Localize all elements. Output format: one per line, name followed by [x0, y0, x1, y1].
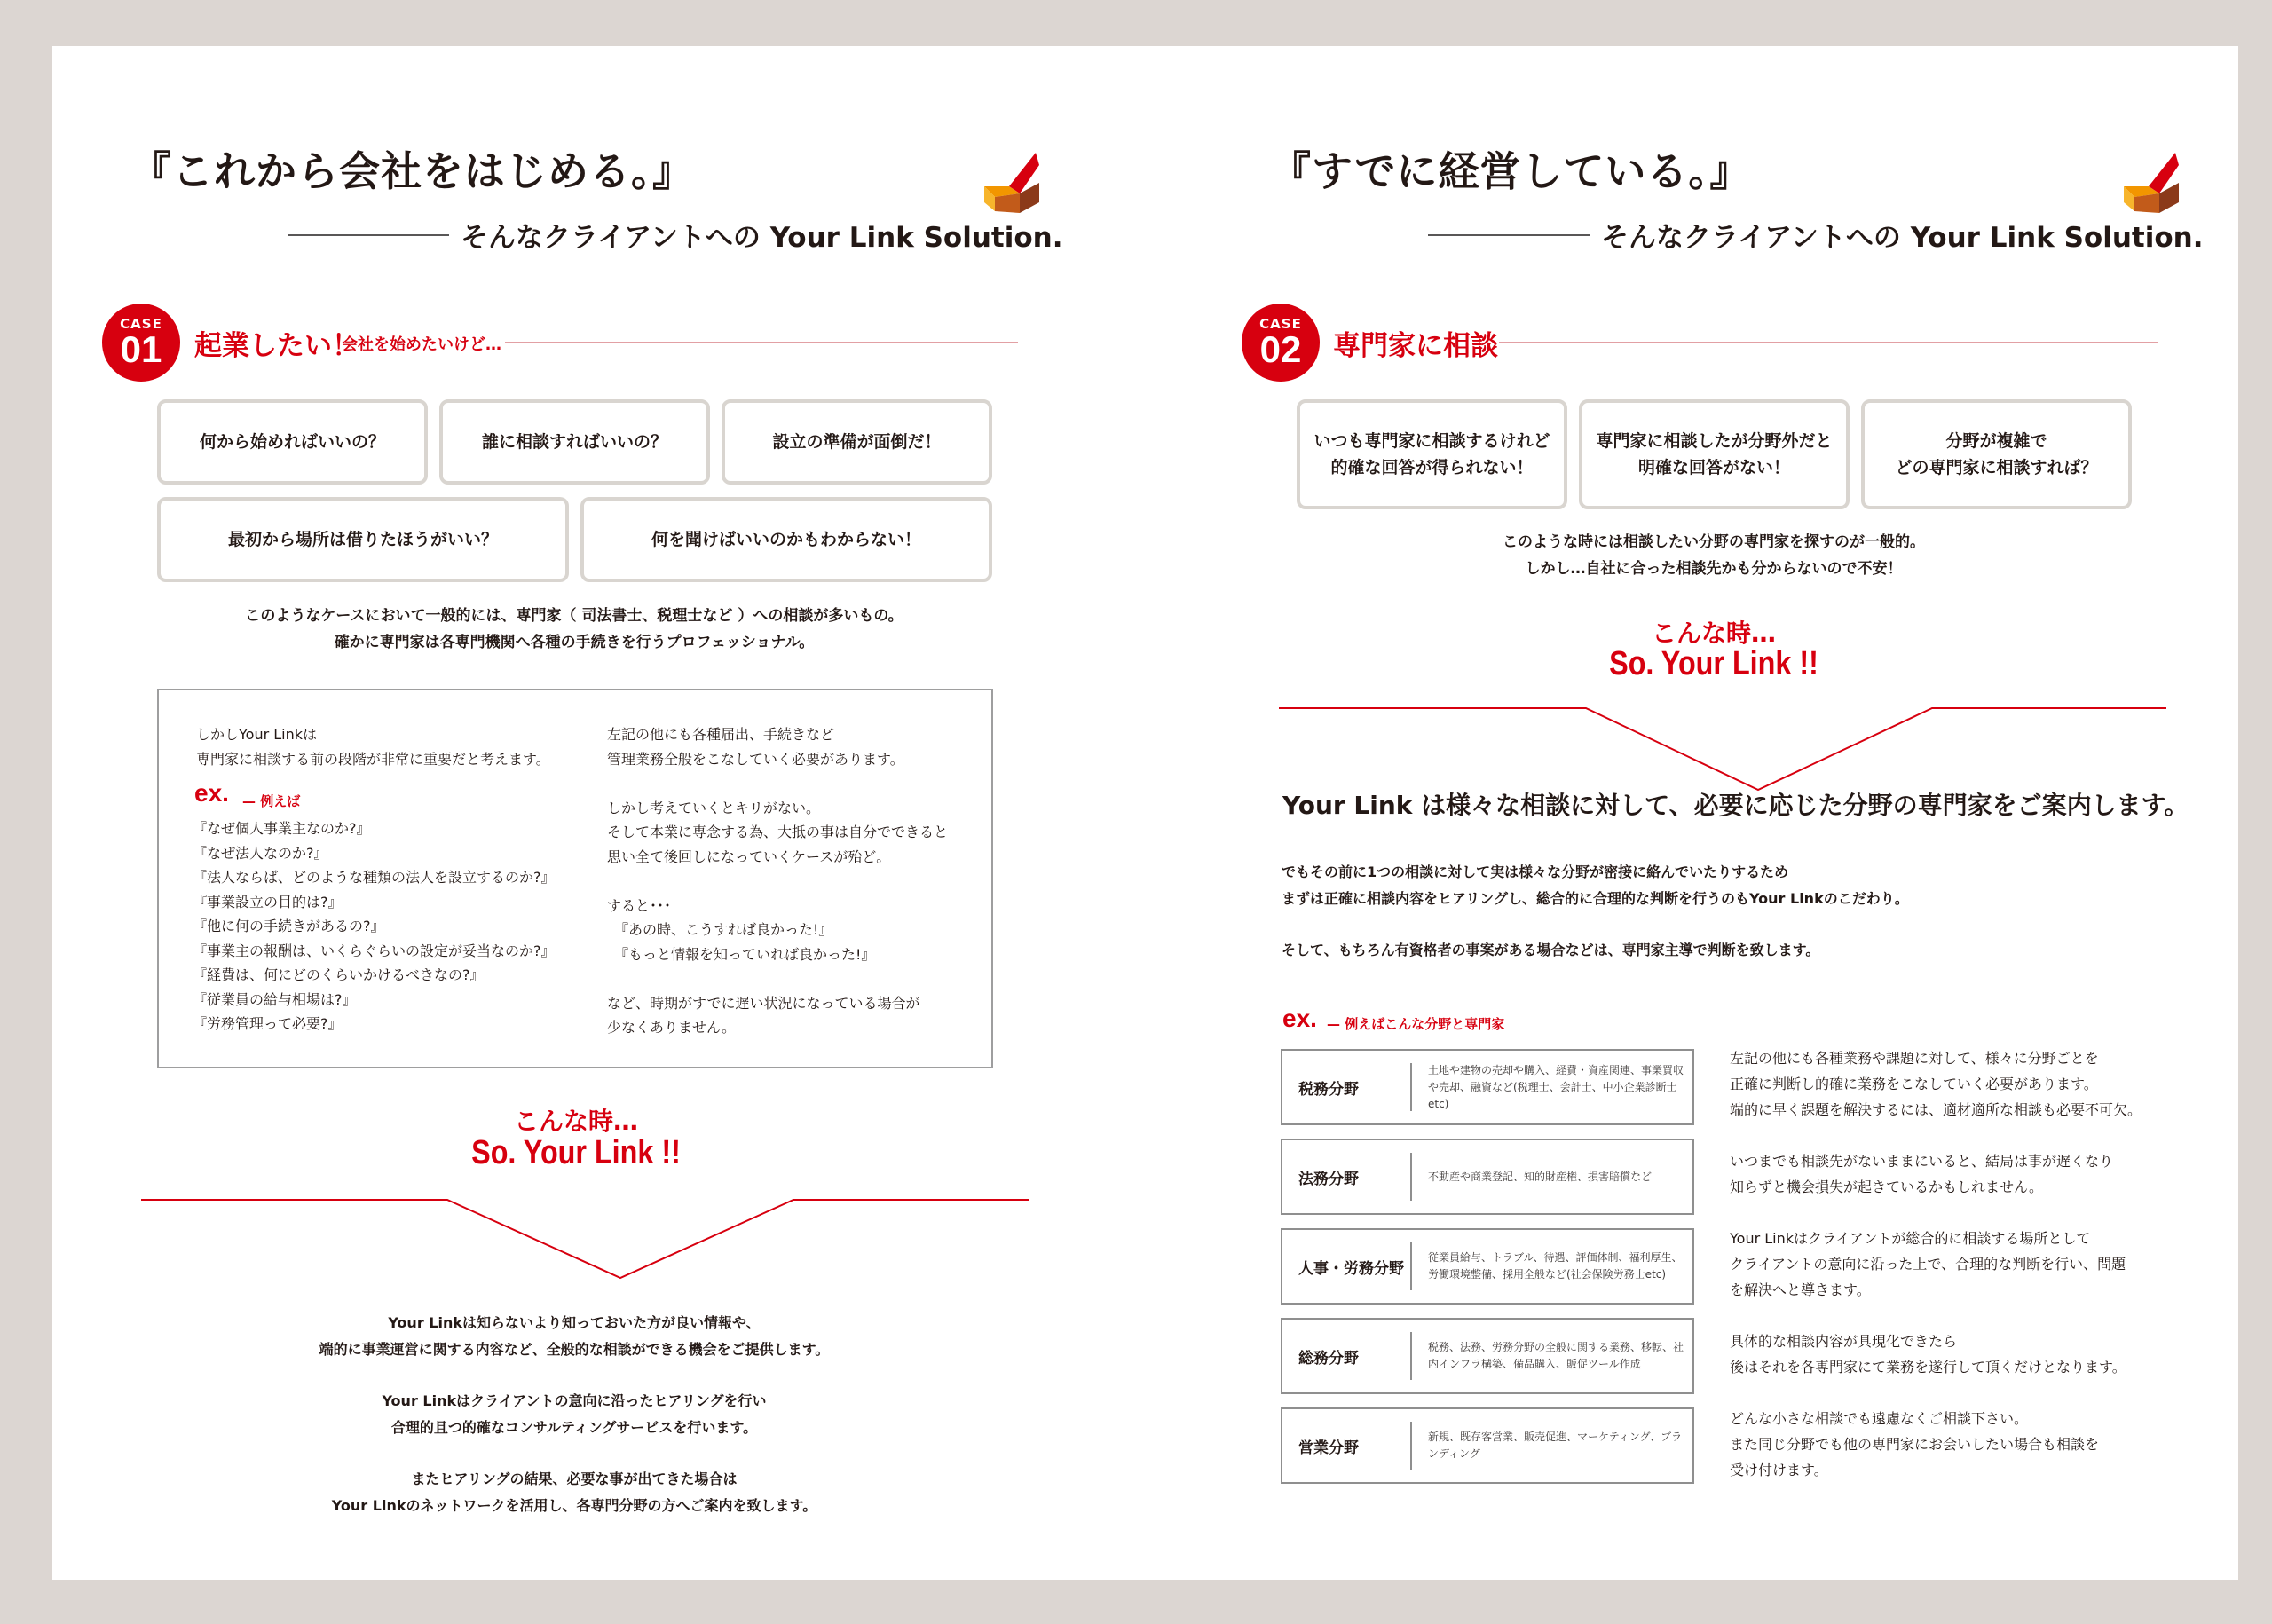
right-headline: Your Link は様々な相談に対して、必要に応じた分野の専門家をご案内します。 [1282, 791, 2189, 820]
case-label: CASE [1259, 316, 1302, 332]
right-ex-label: ex. [1282, 1005, 1317, 1032]
closing-line-6: Your Linkのネットワークを活用し、各専門分野の方へご案内を致します。 [331, 1497, 817, 1514]
field-description: 新規、既存客営業、販売促進、マーケティング、ブランディング [1428, 1431, 1683, 1460]
right-page-title: 『すでに経営している。』 [1270, 147, 1752, 195]
question-box [1579, 399, 1850, 509]
question-box [1297, 399, 1567, 509]
case-02-badge [1242, 304, 1320, 382]
question-box: 何から始めればいいの？ [157, 399, 428, 485]
field-row-general-affairs [1281, 1318, 1694, 1394]
field-name: 税務分野 [1298, 1080, 1359, 1099]
right-explanation-text: 左記の他にも各種業務や課題に対して、様々に分野ごとを 正確に判断し的確に業務をこなしていく必要があります。 端的に早く課題を解決するには、適材適所な相談も必要不可欠。 いつまでも相談先がないままにいると、結局は事が遅くなり 知らずと機会損失が起きているかもしれません。 Your Linkはクライアントが総合的に相談する場所として クライアントの意向に沿った上で、合理的な判断を行い、問題 を解決へと導きます。 具体的な相談内容が具現化できたら 後はそれを各専門家にて業務を遂行して頂くだけとなります。 どんな小さな相談でも遠慮なくご相談下さい。 また同じ分野でも他の専門家にお会いしたい場合も相談を 受け付けます。 [1730, 1050, 2142, 1478]
question-line: どの専門家に相談すれば？ [1895, 458, 2098, 477]
case-02-rule [1499, 342, 2158, 343]
example-box [157, 689, 993, 1068]
left-page-title: 『これから会社をはじめる。』 [130, 147, 694, 195]
case-02-title: 専門家に相談 [1333, 330, 1498, 362]
question-line: 専門家に相談したが分野外だと [1596, 431, 1833, 451]
example-questions-list: 『なぜ個人事業主なのか?』 『なぜ法人なのか?』 『法人ならば、どのような種類の法人を設立するのか?』 『事業設立の目的は?』 『他に何の手続きがあるの?』 『事業主の報酬は、いくらぐらいの設定が妥当なのか?』 『経費は、何にどのくらいかけるべきなの?』 『従業員の給与相場は?』 『労務管理って必要?』 [193, 820, 556, 1032]
right-body-line-2: まずは正確に相談内容をヒアリングし、総合的に合理的な判断を行うのもYour Linkのこだわり。 [1282, 890, 1909, 907]
right-subtitle-rule [1428, 234, 1590, 236]
ex-caption: — 例えば [242, 793, 301, 809]
question-box [1861, 399, 2132, 509]
question-line: 的確な回答が得られない！ [1330, 458, 1534, 477]
case-01-subtitle: 会社を始めたいけど… [342, 335, 501, 354]
field-separator [1410, 1153, 1412, 1201]
field-name: 人事・労務分野 [1298, 1259, 1404, 1278]
ex-label: ex. [194, 779, 229, 807]
question-line: 分野が複雑で [1945, 431, 2047, 451]
field-separator [1410, 1242, 1412, 1290]
closing-line-5: またヒアリングの結果、必要な事が出てきた場合は [411, 1470, 738, 1487]
right-page-subtitle: そんなクライアントへの Your Link Solution. [1601, 222, 2204, 254]
right-body-line-1: でもその前に1つの相談に対して実は様々な分野が密接に絡んでいたりするため [1282, 863, 1789, 880]
field-description: 税務、法務、労務分野の全般に関する業務、移転、社内インフラ構築、備品購入、販促ツール作成 [1428, 1341, 1684, 1370]
closing-line-4: 合理的且つ的確なコンサルティングサービスを行います。 [390, 1419, 758, 1436]
left-subtitle-rule [288, 234, 449, 236]
question-box: 設立の準備が面倒だ！ [722, 399, 992, 485]
right-intro-line-2: しかし…自社に合った相談先かも分からないので不安！ [1525, 560, 1903, 578]
question-line: 明確な回答がない！ [1637, 458, 1790, 477]
case-01-rule [505, 342, 1018, 343]
case-01-badge [102, 304, 180, 382]
field-description: 不動産や商業登記、知的財産権、損害賠償など [1428, 1170, 1653, 1183]
field-separator [1410, 1332, 1412, 1380]
case-label: CASE [120, 316, 162, 332]
field-description: 従業員給与、トラブル、待遇、評価体制、福利厚生、労働環境整備、採用全般など(社会保険労務士etc) [1428, 1251, 1683, 1281]
field-row-legal [1281, 1139, 1694, 1215]
left-page-subtitle: そんなクライアントへの Your Link Solution. [461, 222, 1063, 254]
brand-logo-icon [984, 151, 1039, 217]
left-callout-arrow [141, 1152, 1029, 1285]
right-callout-arrow [1279, 658, 2166, 792]
field-separator [1410, 1063, 1412, 1111]
example-box-right-text: 左記の他にも各種届出、手続きなど 管理業務全般をこなしていく必要があります。 しかし考えていくとキリがない。 そして本業に専念する為、大抵の事は自分でできると 思い全て後回しになっていくケースが殆ど。 すると･･･ 『あの時、こうすれば良かった!』 『もっと情報を知っていれば良かった!』 など、時期がすでに遅い状況になっている場合が 少なくありません。 [607, 726, 949, 1036]
right-body-line-3: そして、もちろん有資格者の事案がある場合などは、専門家主導で判断を致します。 [1282, 942, 1820, 958]
brand-logo-icon [2124, 151, 2179, 217]
left-intro-line-2: 確かに専門家は各専門機関へ各種の手続きを行うプロフェッショナル。 [334, 634, 815, 651]
case-01-title: 起業したい！ [194, 330, 359, 362]
brochure-spread [52, 46, 2238, 1580]
field-row-sales [1281, 1407, 1694, 1484]
right-ex-caption: — 例えばこんな分野と専門家 [1327, 1016, 1505, 1032]
question-box: 最初から場所は借りたほうがいい？ [157, 497, 569, 582]
question-box: 誰に相談すればいいの？ [439, 399, 710, 485]
case-number: 02 [1259, 328, 1302, 370]
field-description: 土地や建物の売却や購入、経費・資産関連、事業買収や売却、融資など(税理士、会計士、中小企業診断士etc) [1428, 1063, 1684, 1110]
field-name: 法務分野 [1298, 1170, 1359, 1188]
closing-line-3: Your Linkはクライアントの意向に沿ったヒアリングを行い [382, 1392, 767, 1409]
closing-line-2: 端的に事業運営に関する内容など、全般的な相談ができる機会をご提供します。 [319, 1341, 830, 1358]
left-callout-konna: こんな時… [513, 1107, 638, 1136]
field-row-tax [1281, 1049, 1694, 1125]
field-name: 総務分野 [1298, 1349, 1359, 1368]
closing-line-1: Your Linkは知らないより知っておいた方が良い情報や、 [388, 1314, 761, 1331]
field-separator [1410, 1422, 1412, 1470]
field-row-hr-labor [1281, 1228, 1694, 1305]
right-callout-so-your-link: So. Your Link !! [1609, 645, 1818, 682]
question-line: いつも専門家に相談するけれど [1314, 431, 1550, 451]
field-name: 営業分野 [1298, 1439, 1359, 1457]
right-callout-konna: こんな時… [1651, 619, 1776, 648]
left-callout-so-your-link: So. Your Link !! [471, 1134, 681, 1171]
right-intro-line-1: このような時には相談したい分野の専門家を探すのが一般的。 [1503, 533, 1925, 551]
case-number: 01 [120, 328, 162, 370]
example-box-intro: しかしYour Linkは 専門家に相談する前の段階が非常に重要だと考えます。 [196, 726, 550, 768]
question-box: 何を聞けばいいのかもわからない！ [580, 497, 992, 582]
left-intro-line-1: このようなケースにおいて一般的には、専門家（ 司法書士、税理士など ）への相談が多いもの。 [245, 607, 903, 625]
